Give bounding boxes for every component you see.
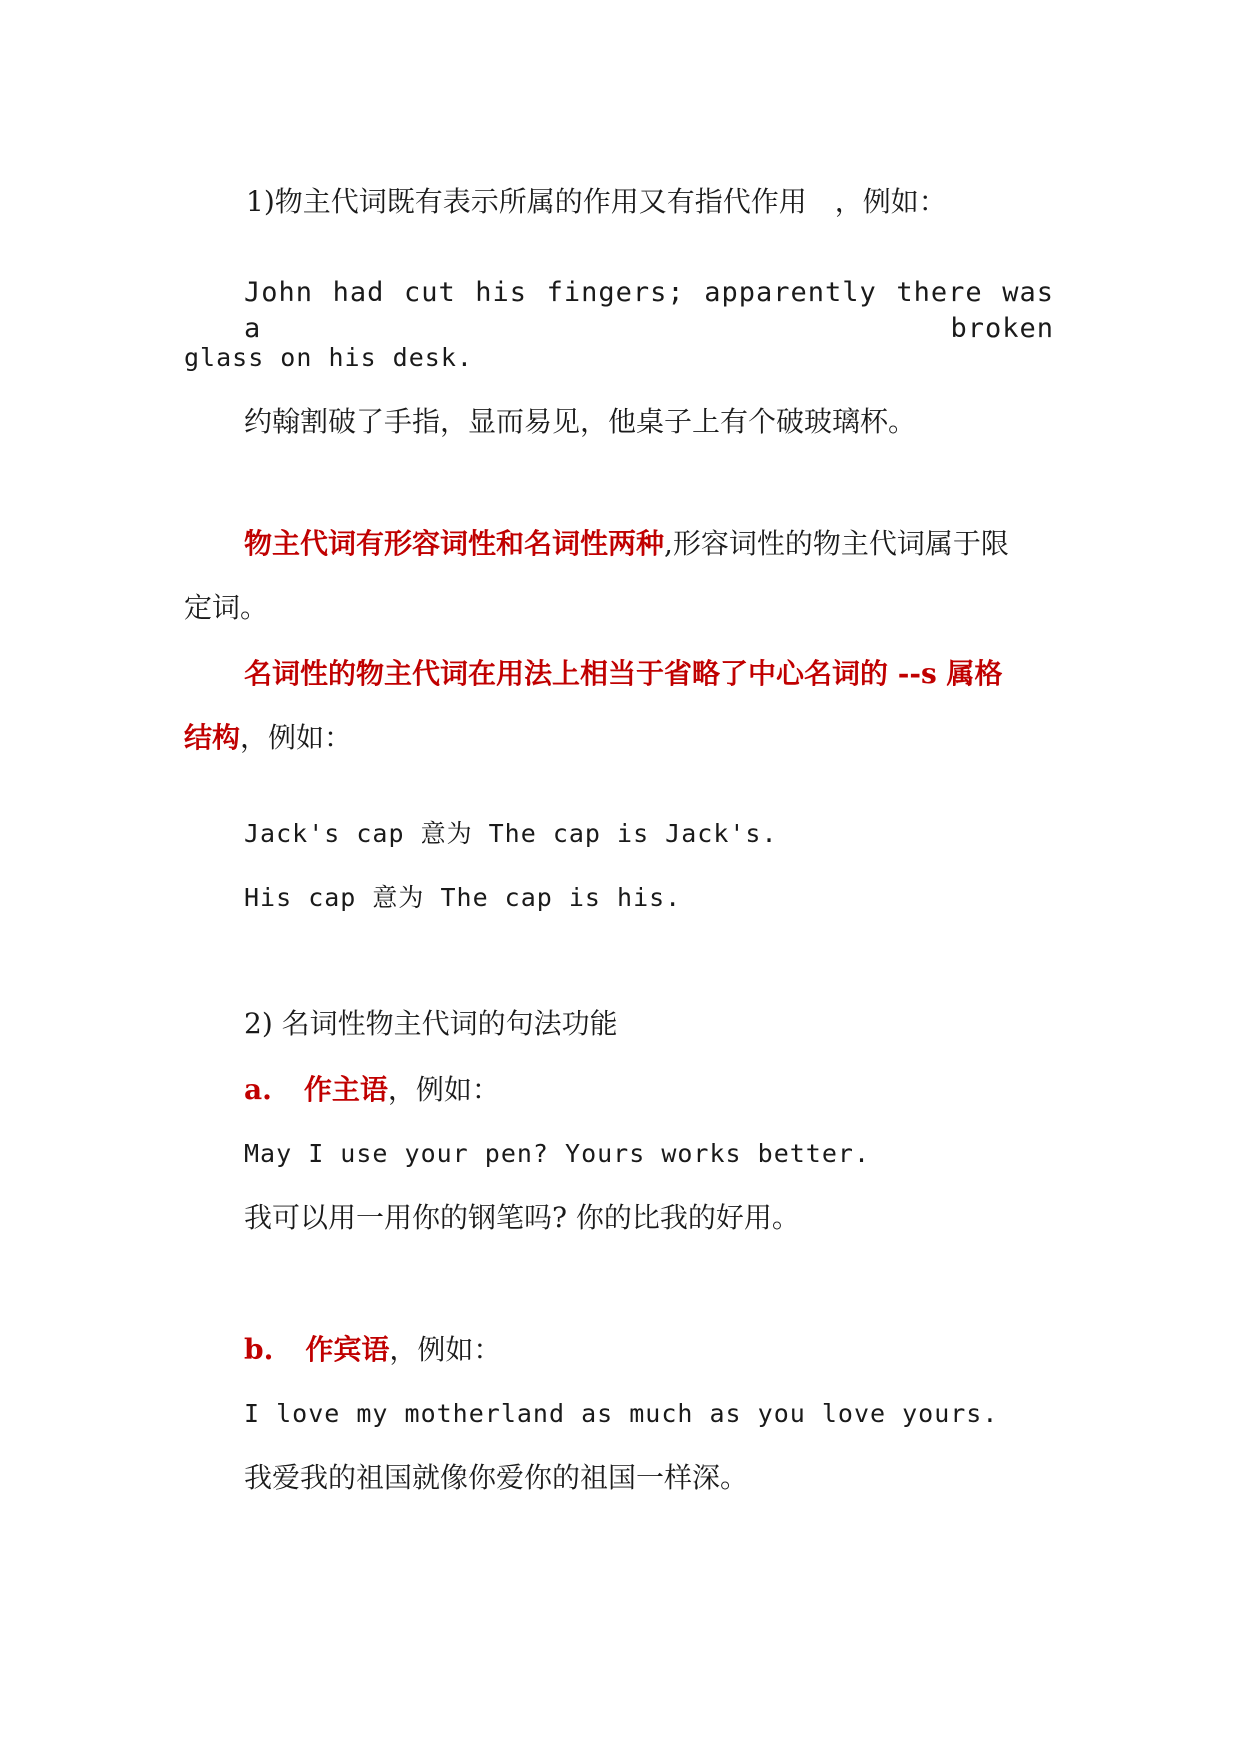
example2-line1: Jack's cap 意为 The cap is Jack's. <box>244 819 778 848</box>
item-a-rest: ，例如： <box>387 1073 500 1106</box>
note1-rest-text: ,形容词性的物主代词属于限 <box>664 527 1009 560</box>
note2-red-line2: 结构 <box>184 721 241 754</box>
item-a-label: 作主语 <box>303 1073 388 1106</box>
example1-en-line1: John had cut his fingers; apparently there was a broken <box>244 277 1054 344</box>
item-b-label: 作宾语 <box>305 1333 390 1366</box>
item-b-heading <box>244 1332 501 1368</box>
item-b-rest: ，例如： <box>389 1333 502 1366</box>
item-a-example-en: May I use your pen? Yours works better. <box>244 1139 870 1168</box>
item-b-example-zh: 我爱我的祖国就像你爱你的祖国一样深。 <box>244 1461 749 1494</box>
item-a-marker: a. <box>244 1073 272 1106</box>
note1-line2: 定词。 <box>184 591 269 624</box>
item-a-example-zh: 我可以用一用你的钢笔吗? 你的比我的好用。 <box>244 1201 800 1234</box>
section2-heading: 2) 名词性物主代词的句法功能 <box>244 1007 618 1040</box>
item-a-heading <box>244 1072 500 1108</box>
note1-red-text: 物主代词有形容词性和名词性两种 <box>244 527 665 560</box>
note2-red-line1: 名词性的物主代词在用法上相当于省略了中心名词的 --s 属格 <box>244 657 1003 690</box>
note2-line2 <box>184 720 352 756</box>
example2-line2: His cap 意为 The cap is his. <box>244 883 682 912</box>
note1-line1 <box>244 526 1009 562</box>
example1-en-line2: glass on his desk. <box>184 343 473 372</box>
item-b-example-en: I love my motherland as much as you love yours. <box>244 1399 999 1428</box>
example1-zh: 约翰割破了手指，显而易见，他桌子上有个破玻璃杯。 <box>244 405 917 438</box>
note2-rest-text: ，例如： <box>240 721 353 754</box>
section1-heading: 1)物主代词既有表示所属的作用又有指代作用 ，例如： <box>246 185 947 218</box>
item-b-marker: b. <box>244 1333 274 1366</box>
